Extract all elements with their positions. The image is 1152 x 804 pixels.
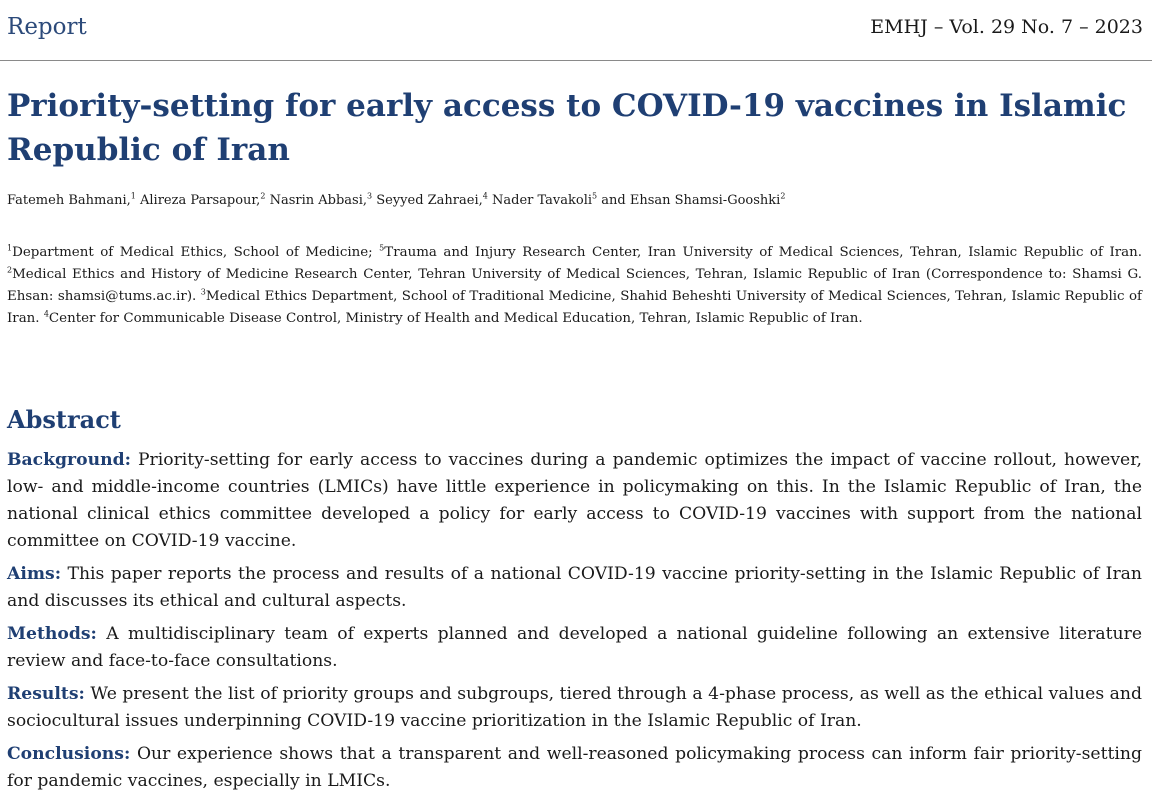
abstract-results bbox=[7, 681, 1142, 735]
abstract-section-text: This paper reports the process and results of a national COVID-19 vaccine priority-setting in the Islamic Republic of Iran and discusses its ethical and cultural aspects. bbox=[7, 564, 1142, 611]
abstract-section-label: Conclusions: bbox=[7, 744, 131, 764]
author: Alireza Parsapour, bbox=[139, 193, 261, 208]
abstract-heading: Abstract bbox=[7, 405, 121, 434]
author: Fatemeh Bahmani, bbox=[7, 193, 131, 208]
affiliation-mark: 4 bbox=[43, 309, 49, 319]
abstract-section-text: Our experience shows that a transparent and well-reasoned policymaking process can inform fair priority-setting for pandemic vaccines, especially in LMICs. bbox=[7, 744, 1142, 791]
page-header bbox=[7, 14, 1143, 46]
section-label: Report bbox=[7, 14, 87, 40]
affiliation-text: Medical Ethics and History of Medicine Research Center, Tehran University of Medical Sciences, Tehran, Islamic Republic of Iran (Correspondence to: Shamsi G. Ehsan: shamsi@tums.ac.ir). bbox=[7, 267, 1142, 304]
abstract-conclusions bbox=[7, 741, 1142, 795]
affiliation-mark: 1 bbox=[7, 243, 13, 253]
affiliation-text: Center for Communicable Disease Control, Ministry of Health and Medical Education, Tehran, Islamic Republic of Iran. bbox=[48, 311, 863, 326]
author-affiliation-mark: 1 bbox=[130, 191, 136, 201]
author: Nasrin Abbasi, bbox=[269, 193, 367, 208]
author: and Ehsan Shamsi-Gooshki bbox=[601, 193, 781, 208]
author-list bbox=[7, 193, 785, 208]
author-affiliation-mark: 3 bbox=[366, 191, 373, 201]
author-affiliation-mark: 5 bbox=[592, 191, 598, 201]
affiliation-mark: 3 bbox=[200, 287, 206, 297]
abstract-section-text: We present the list of priority groups and subgroups, tiered through a 4-phase process, as well as the ethical values and sociocultural issues underpinning COVID-19 vaccine prioritization in the Islamic Republic of Iran. bbox=[7, 684, 1142, 731]
abstract-background bbox=[7, 447, 1142, 555]
author-affiliation-mark: 4 bbox=[482, 191, 488, 201]
affiliations bbox=[7, 242, 1142, 330]
article-title: Priority-setting for early access to COVID-19 vaccines in Islamic Republic of Iran bbox=[7, 88, 1127, 168]
abstract-body bbox=[7, 447, 1142, 801]
author: Seyyed Zahraei, bbox=[376, 193, 483, 208]
abstract-section-label: Results: bbox=[7, 684, 85, 704]
author-affiliation-mark: 2 bbox=[260, 191, 266, 201]
abstract-aims bbox=[7, 561, 1142, 615]
abstract-section-label: Aims: bbox=[7, 564, 62, 584]
affiliation-mark: 2 bbox=[7, 265, 13, 275]
affiliation-text: Trauma and Injury Research Center, Iran University of Medical Sciences, Tehran, Islamic Republic of Iran. bbox=[384, 245, 1142, 260]
affiliation-text: Medical Ethics Department, School of Traditional Medicine, Shahid Beheshti University of Medical Sciences, Tehran, Islamic Republic of Iran. bbox=[7, 289, 1142, 326]
affiliation-mark: 5 bbox=[379, 243, 385, 253]
affiliation-text: Department of Medical Ethics, School of Medicine; bbox=[12, 245, 380, 260]
abstract-section-text: A multidisciplinary team of experts planned and developed a national guideline following an extensive literature review and face-to-face consultations. bbox=[7, 624, 1142, 671]
author-affiliation-mark: 2 bbox=[780, 191, 786, 201]
abstract-section-text: Priority-setting for early access to vaccines during a pandemic optimizes the impact of vaccine rollout, however, low- and middle-income countries (LMICs) have little experience in policymaking on this. In the Islamic Republic of Iran, the national clinical ethics committee developed a policy for early access to COVID-19 vaccines with support from the national committee on COVID-19 vaccine. bbox=[7, 450, 1142, 551]
abstract-methods bbox=[7, 621, 1142, 675]
author: Nader Tavakoli bbox=[492, 193, 593, 208]
header-divider bbox=[0, 60, 1152, 61]
abstract-section-label: Methods: bbox=[7, 624, 97, 644]
journal-reference: EMHJ – Vol. 29 No. 7 – 2023 bbox=[870, 16, 1143, 38]
abstract-section-label: Background: bbox=[7, 450, 131, 470]
